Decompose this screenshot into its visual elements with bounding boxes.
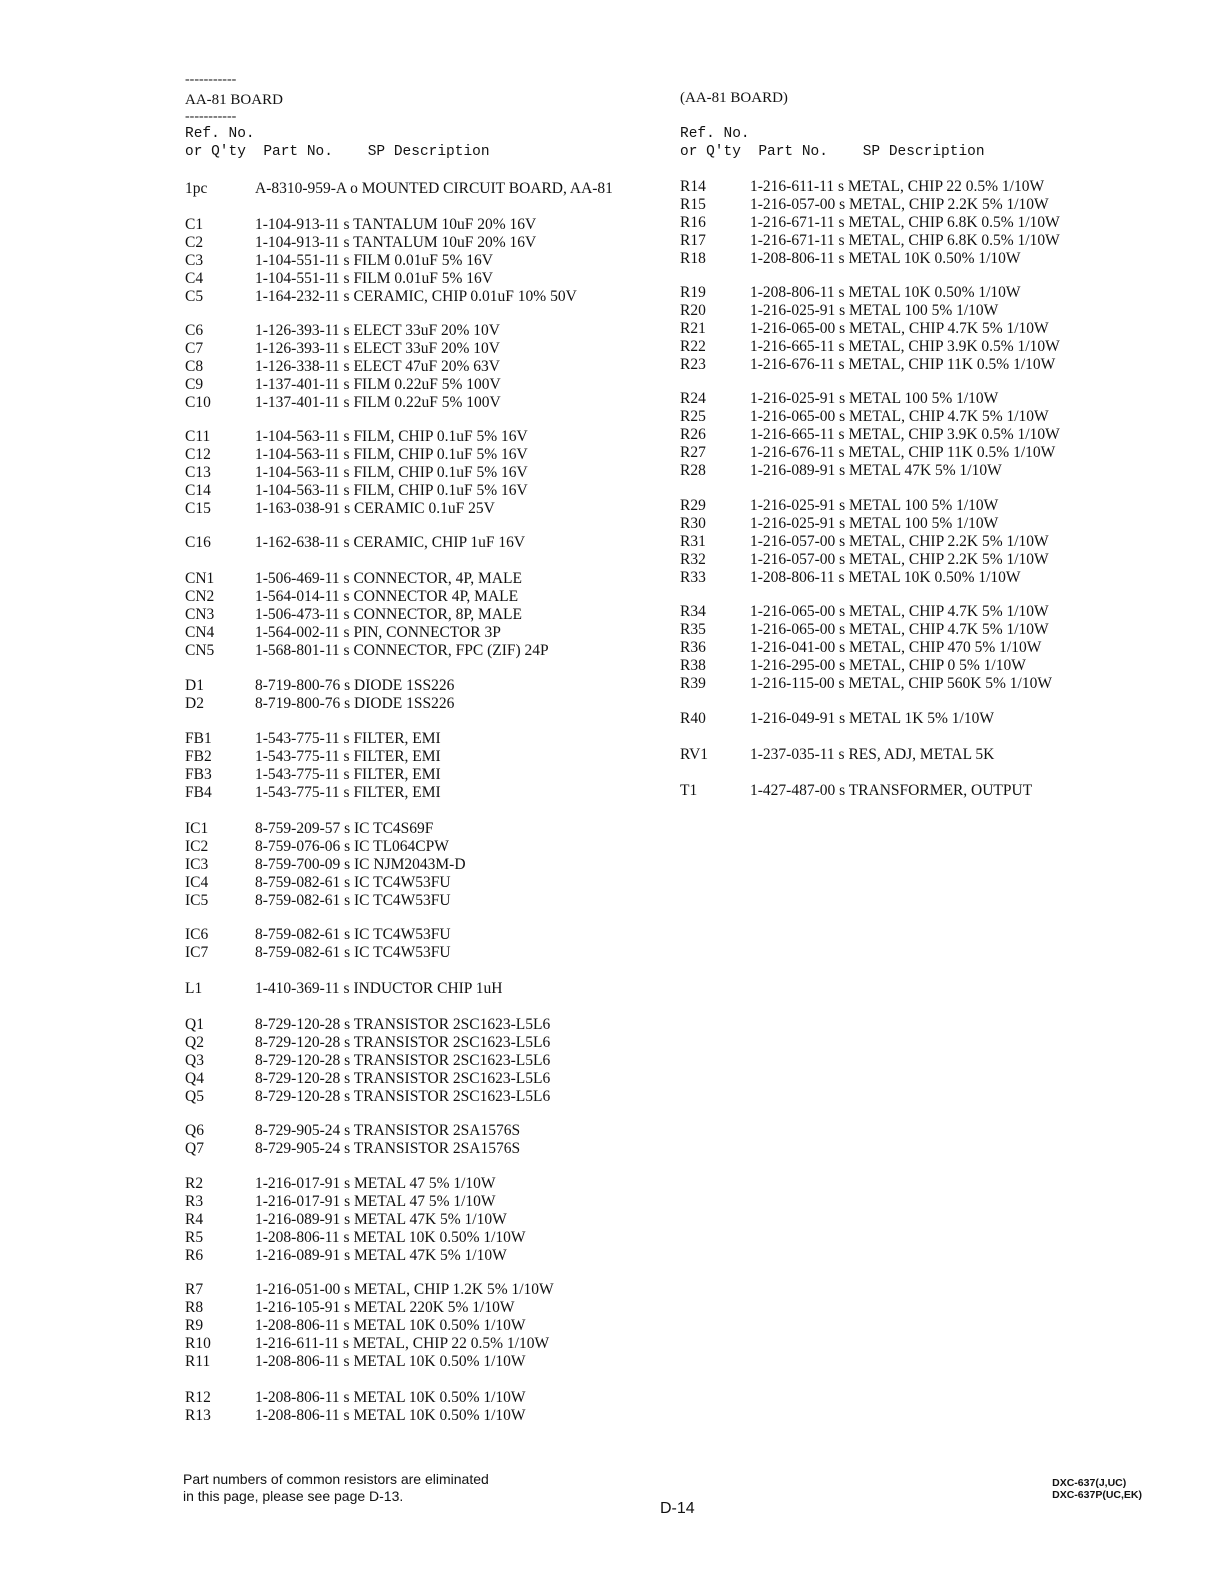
header-ref-no: Ref. No. [185,126,255,142]
part-description: 1-216-089-91 s METAL 47K 5% 1/10W [750,462,1002,479]
part-description: 1-216-115-00 s METAL, CHIP 560K 5% 1/10W [750,675,1052,692]
title-rule-bottom: ----------- [185,109,237,124]
ref-no: C11 [185,428,211,445]
ref-no: R4 [185,1211,204,1228]
ref-no: C13 [185,464,211,481]
ref-no: R21 [680,320,706,337]
part-description: 1-137-401-11 s FILM 0.22uF 5% 100V [255,394,501,411]
part-description: 1-216-665-11 s METAL, CHIP 3.9K 0.5% 1/10W [750,426,1060,443]
ref-no: D2 [185,695,204,712]
ref-no: L1 [185,980,203,997]
part-description: 8-719-800-76 s DIODE 1SS226 [255,695,455,712]
part-description: 1-216-671-11 s METAL, CHIP 6.8K 0.5% 1/10W [750,232,1060,249]
part-description: 1-137-401-11 s FILM 0.22uF 5% 100V [255,376,501,393]
part-description: 1-216-065-00 s METAL, CHIP 4.7K 5% 1/10W [750,408,1049,425]
ref-no: CN5 [185,642,215,659]
part-description: 1-216-057-00 s METAL, CHIP 2.2K 5% 1/10W [750,196,1049,213]
ref-no: R11 [185,1353,211,1370]
part-description: 1-506-473-11 s CONNECTOR, 8P, MALE [255,606,522,623]
part-description: 1-216-057-00 s METAL, CHIP 2.2K 5% 1/10W [750,533,1049,550]
part-description: 1-162-638-11 s CERAMIC, CHIP 1uF 16V [255,534,526,551]
footer-note [183,1471,489,1505]
ref-no: 1pc [185,180,208,197]
part-description: 1-208-806-11 s METAL 10K 0.50% 1/10W [750,569,1021,586]
ref-no: FB4 [185,784,212,801]
part-description: 1-216-676-11 s METAL, CHIP 11K 0.5% 1/10W [750,356,1056,373]
ref-no: R38 [680,657,706,674]
ref-no: C15 [185,500,211,517]
header-ref-no: Ref. No. [680,126,750,142]
ref-no: R8 [185,1299,204,1316]
part-description: 1-208-806-11 s METAL 10K 0.50% 1/10W [255,1389,526,1406]
ref-no: R34 [680,603,706,620]
ref-no: R2 [185,1175,204,1192]
part-description: 8-729-120-28 s TRANSISTOR 2SC1623-L5L6 [255,1052,551,1069]
ref-no: R5 [185,1229,204,1246]
part-description: 1-216-065-00 s METAL, CHIP 4.7K 5% 1/10W [750,603,1049,620]
ref-no: FB2 [185,748,212,765]
part-description: 1-216-611-11 s METAL, CHIP 22 0.5% 1/10W [255,1335,550,1352]
ref-no: C1 [185,216,204,233]
part-description: 8-759-082-61 s IC TC4W53FU [255,926,451,943]
ref-no: R3 [185,1193,204,1210]
ref-no: C2 [185,234,204,251]
part-description: 8-729-905-24 s TRANSISTOR 2SA1576S [255,1122,521,1139]
model-line-2: DXC-637P(UC,EK) [1052,1489,1142,1501]
ref-no: R16 [680,214,706,231]
part-description: 8-759-082-61 s IC TC4W53FU [255,892,451,909]
part-description: 1-208-806-11 s METAL 10K 0.50% 1/10W [255,1229,526,1246]
ref-no: Q6 [185,1122,204,1139]
part-description: 1-216-065-00 s METAL, CHIP 4.7K 5% 1/10W [750,320,1049,337]
ref-no: IC1 [185,820,209,837]
ref-no: IC5 [185,892,209,909]
ref-no: R35 [680,621,706,638]
model-line-1: DXC-637(J,UC) [1052,1477,1127,1489]
ref-no: R10 [185,1335,211,1352]
ref-no: Q3 [185,1052,204,1069]
part-description: 8-759-082-61 s IC TC4W53FU [255,944,451,961]
ref-no: C6 [185,322,204,339]
part-description: 1-104-913-11 s TANTALUM 10uF 20% 16V [255,234,537,251]
part-description: 8-759-209-57 s IC TC4S69F [255,820,434,837]
ref-no: R22 [680,338,706,355]
part-description: 1-208-806-11 s METAL 10K 0.50% 1/10W [255,1317,526,1334]
ref-no: R12 [185,1389,211,1406]
part-description: 1-410-369-11 s INDUCTOR CHIP 1uH [255,980,503,997]
ref-no: R26 [680,426,706,443]
part-description: 1-543-775-11 s FILTER, EMI [255,766,441,783]
ref-no: CN1 [185,570,215,587]
part-description: 1-104-563-11 s FILM, CHIP 0.1uF 5% 16V [255,482,528,499]
ref-no: C3 [185,252,204,269]
footer-note-line-2: in this page, please see page D-13. [183,1488,404,1504]
ref-no: R29 [680,497,706,514]
ref-no: R13 [185,1407,211,1424]
ref-no: R17 [680,232,706,249]
part-description: 1-208-806-11 s METAL 10K 0.50% 1/10W [255,1353,526,1370]
ref-no: R25 [680,408,706,425]
ref-no: IC7 [185,944,209,961]
part-description: 8-729-120-28 s TRANSISTOR 2SC1623-L5L6 [255,1034,551,1051]
part-description: 1-216-051-00 s METAL, CHIP 1.2K 5% 1/10W [255,1281,554,1298]
part-description: 1-126-338-11 s ELECT 47uF 20% 63V [255,358,500,375]
part-description: 1-237-035-11 s RES, ADJ, METAL 5K [750,746,995,763]
ref-no: CN2 [185,588,215,605]
header-columns: or Q'ty Part No. SP Description [185,144,490,160]
ref-no: IC4 [185,874,209,891]
part-description: 1-216-105-91 s METAL 220K 5% 1/10W [255,1299,515,1316]
part-description: 1-104-551-11 s FILM 0.01uF 5% 16V [255,252,493,269]
part-description: 1-208-806-11 s METAL 10K 0.50% 1/10W [255,1407,526,1424]
part-description: 1-543-775-11 s FILTER, EMI [255,730,441,747]
ref-no: R23 [680,356,706,373]
ref-no: R15 [680,196,706,213]
part-description: 1-216-611-11 s METAL, CHIP 22 0.5% 1/10W [750,178,1045,195]
ref-no: R40 [680,710,706,727]
ref-no: R7 [185,1281,204,1298]
ref-no: FB1 [185,730,212,747]
part-description: 1-216-025-91 s METAL 100 5% 1/10W [750,515,999,532]
part-description: 1-564-014-11 s CONNECTOR 4P, MALE [255,588,519,605]
ref-no: R6 [185,1247,204,1264]
part-description: 1-427-487-00 s TRANSFORMER, OUTPUT [750,782,1033,799]
part-description: 1-208-806-11 s METAL 10K 0.50% 1/10W [750,284,1021,301]
part-description: 1-104-551-11 s FILM 0.01uF 5% 16V [255,270,493,287]
ref-no: C8 [185,358,204,375]
ref-no: R32 [680,551,706,568]
part-description: 1-568-801-11 s CONNECTOR, FPC (ZIF) 24P [255,642,549,659]
part-description: 1-208-806-11 s METAL 10K 0.50% 1/10W [750,250,1021,267]
part-description: 1-216-295-00 s METAL, CHIP 0 5% 1/10W [750,657,1026,674]
ref-no: CN4 [185,624,215,641]
ref-no: R30 [680,515,706,532]
part-description: 1-216-049-91 s METAL 1K 5% 1/10W [750,710,994,727]
header-columns: or Q'ty Part No. SP Description [680,144,985,160]
part-description: 1-564-002-11 s PIN, CONNECTOR 3P [255,624,501,641]
part-description: 1-216-665-11 s METAL, CHIP 3.9K 0.5% 1/10W [750,338,1060,355]
part-description: 1-216-025-91 s METAL 100 5% 1/10W [750,390,999,407]
part-description: 1-506-469-11 s CONNECTOR, 4P, MALE [255,570,522,587]
part-description: 1-104-563-11 s FILM, CHIP 0.1uF 5% 16V [255,446,528,463]
part-description: 8-719-800-76 s DIODE 1SS226 [255,677,455,694]
part-description: 8-759-082-61 s IC TC4W53FU [255,874,451,891]
ref-no: Q7 [185,1140,204,1157]
ref-no: C10 [185,394,211,411]
ref-no: R14 [680,178,706,195]
part-description: 1-543-775-11 s FILTER, EMI [255,784,441,801]
ref-no: R33 [680,569,706,586]
part-description: 1-216-025-91 s METAL 100 5% 1/10W [750,497,999,514]
part-description: 1-104-913-11 s TANTALUM 10uF 20% 16V [255,216,537,233]
part-description: 8-729-120-28 s TRANSISTOR 2SC1623-L5L6 [255,1016,551,1033]
part-description: 8-759-700-09 s IC NJM2043M-D [255,856,466,873]
ref-no: R39 [680,675,706,692]
ref-no: D1 [185,677,204,694]
ref-no: C14 [185,482,211,499]
page-number: D-14 [660,1500,695,1517]
ref-no: C4 [185,270,204,287]
part-description: 1-216-057-00 s METAL, CHIP 2.2K 5% 1/10W [750,551,1049,568]
part-description: 1-216-017-91 s METAL 47 5% 1/10W [255,1193,496,1210]
part-description: 1-216-065-00 s METAL, CHIP 4.7K 5% 1/10W [750,621,1049,638]
ref-no: R36 [680,639,706,656]
ref-no: C16 [185,534,211,551]
ref-no: Q1 [185,1016,204,1033]
footer-note-line-1: Part numbers of common resistors are eliminated [183,1471,489,1487]
ref-no: R9 [185,1317,204,1334]
part-description: 1-216-089-91 s METAL 47K 5% 1/10W [255,1247,507,1264]
ref-no: T1 [680,782,698,799]
ref-no: C5 [185,288,204,305]
part-description: 1-126-393-11 s ELECT 33uF 20% 10V [255,322,500,339]
part-description: 1-216-671-11 s METAL, CHIP 6.8K 0.5% 1/10W [750,214,1060,231]
ref-no: R27 [680,444,706,461]
ref-no: C12 [185,446,211,463]
part-description: 1-543-775-11 s FILTER, EMI [255,748,441,765]
part-description: 1-104-563-11 s FILM, CHIP 0.1uF 5% 16V [255,464,528,481]
board-title: AA-81 BOARD [185,92,283,108]
part-description: A-8310-959-A o MOUNTED CIRCUIT BOARD, AA-81 [255,180,613,197]
ref-no: R18 [680,250,706,267]
ref-no: C9 [185,376,204,393]
ref-no: IC6 [185,926,209,943]
ref-no: R19 [680,284,706,301]
part-description: 8-729-120-28 s TRANSISTOR 2SC1623-L5L6 [255,1070,551,1087]
part-description: 1-126-393-11 s ELECT 33uF 20% 10V [255,340,500,357]
ref-no: IC3 [185,856,209,873]
ref-no: Q4 [185,1070,204,1087]
part-description: 8-729-120-28 s TRANSISTOR 2SC1623-L5L6 [255,1088,551,1105]
ref-no: R31 [680,533,706,550]
ref-no: C7 [185,340,204,357]
part-description: 1-216-089-91 s METAL 47K 5% 1/10W [255,1211,507,1228]
part-description: 1-104-563-11 s FILM, CHIP 0.1uF 5% 16V [255,428,528,445]
part-description: 8-729-905-24 s TRANSISTOR 2SA1576S [255,1140,521,1157]
part-description: 1-216-676-11 s METAL, CHIP 11K 0.5% 1/10W [750,444,1056,461]
part-description: 1-216-041-00 s METAL, CHIP 470 5% 1/10W [750,639,1042,656]
ref-no: R24 [680,390,706,407]
part-description: 1-163-038-91 s CERAMIC 0.1uF 25V [255,500,495,517]
ref-no: RV1 [680,746,709,763]
ref-no: FB3 [185,766,212,783]
ref-no: R20 [680,302,706,319]
model-number [1052,1477,1142,1501]
title-rule-top: ----------- [185,72,237,87]
ref-no: R28 [680,462,706,479]
part-description: 1-216-017-91 s METAL 47 5% 1/10W [255,1175,496,1192]
ref-no: CN3 [185,606,215,623]
ref-no: IC2 [185,838,209,855]
part-description: 1-216-025-91 s METAL 100 5% 1/10W [750,302,999,319]
ref-no: Q5 [185,1088,204,1105]
ref-no: Q2 [185,1034,204,1051]
part-description: 8-759-076-06 s IC TL064CPW [255,838,449,855]
board-title-continued: (AA-81 BOARD) [680,90,788,106]
part-description: 1-164-232-11 s CERAMIC, CHIP 0.01uF 10% 50V [255,288,577,305]
